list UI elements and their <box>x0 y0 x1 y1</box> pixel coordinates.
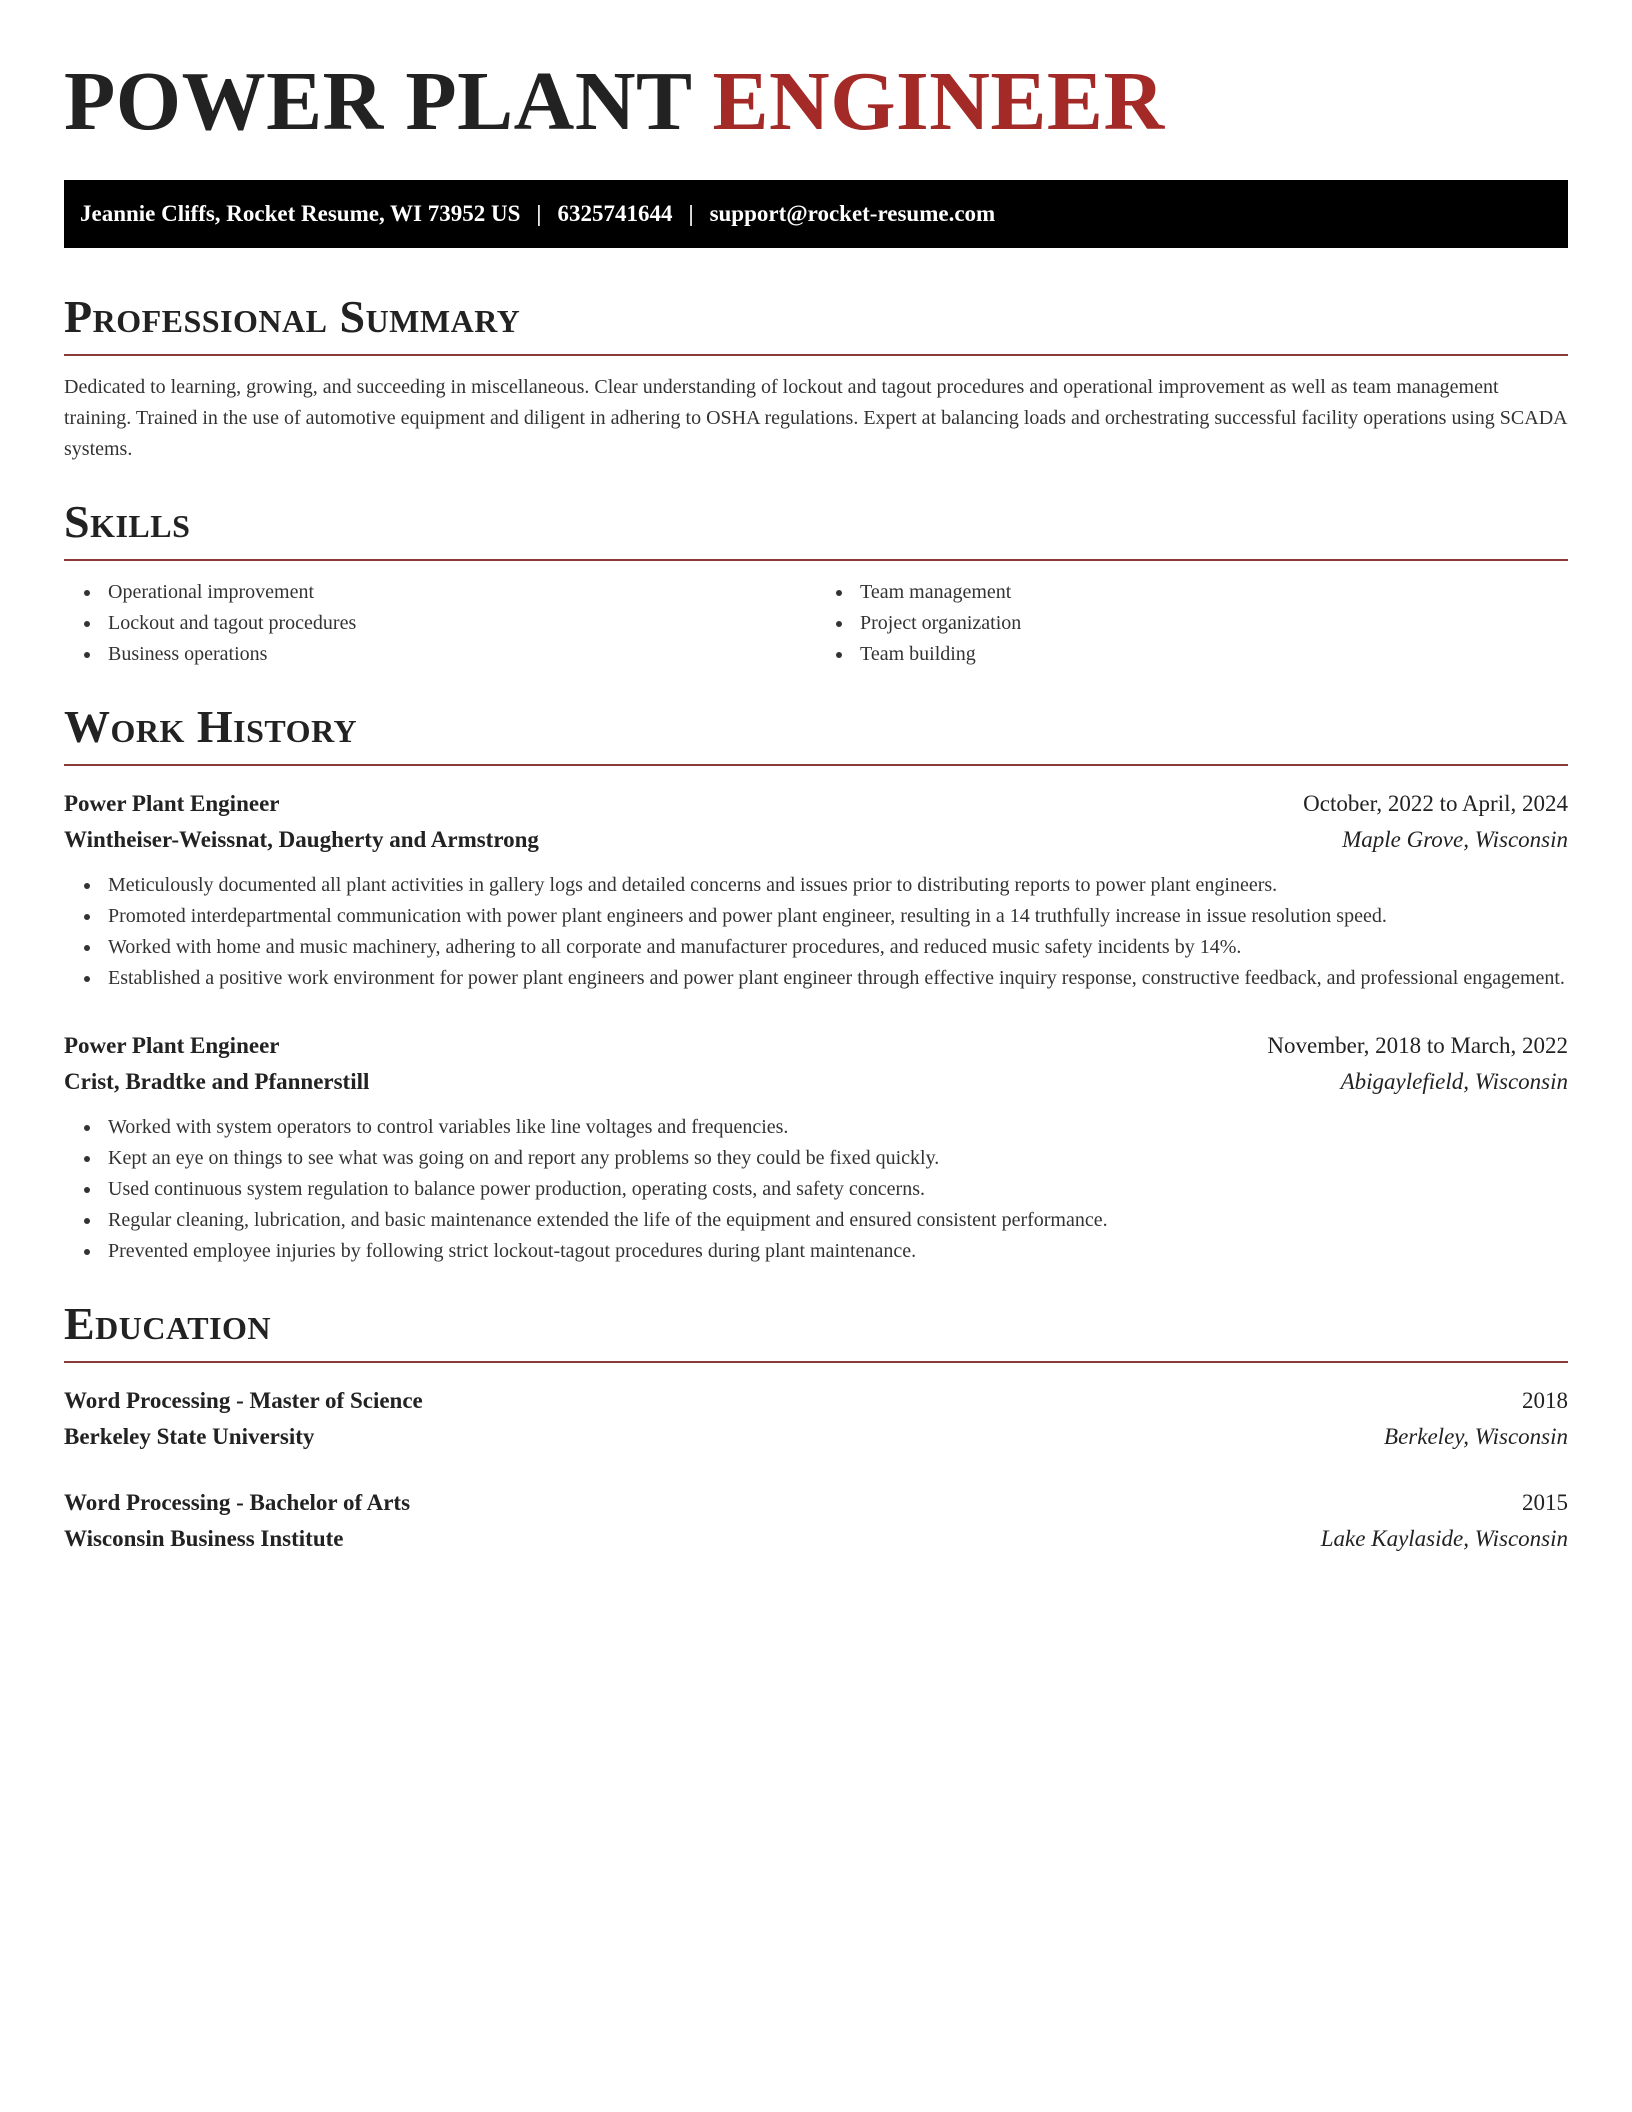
skill-item: Operational improvement <box>108 577 816 608</box>
contact-separator: | <box>536 201 542 226</box>
job-bullet: Worked with system operators to control variables like line voltages and frequencies. <box>108 1112 1568 1143</box>
job-location: Abigaylefield, Wisconsin <box>1340 1069 1568 1094</box>
job-entry <box>64 1028 1568 1267</box>
section-divider <box>64 354 1568 356</box>
contact-phone: 6325741644 <box>557 201 673 226</box>
job-bullet: Meticulously documented all plant activities in gallery logs and detailed concerns and issues prior to distributing reports to power plant engineers. <box>108 870 1568 901</box>
skills-grid <box>64 577 1568 670</box>
skill-item: Team management <box>860 577 1568 608</box>
education-school: Wisconsin Business Institute <box>64 1526 344 1551</box>
section-divider <box>64 764 1568 766</box>
skills-section <box>64 496 1568 670</box>
job-dates: October, 2022 to April, 2024 <box>1303 791 1568 816</box>
skills-list-right <box>816 577 1568 670</box>
job-bullet: Used continuous system regulation to balance power production, operating costs, and safety concerns. <box>108 1174 1568 1205</box>
job-role: Power Plant Engineer <box>64 791 280 816</box>
job-header-row <box>64 1028 1568 1064</box>
summary-heading: Professional Summary <box>64 291 521 342</box>
education-school-row <box>64 1521 1568 1557</box>
education-location: Berkeley, Wisconsin <box>1384 1424 1568 1449</box>
skills-heading: Skills <box>64 496 191 547</box>
job-bullet: Kept an eye on things to see what was going on and report any problems so they could be fixed quickly. <box>108 1143 1568 1174</box>
job-role: Power Plant Engineer <box>64 1033 280 1058</box>
job-bullet: Promoted interdepartmental communication with power plant engineers and power plant engineer, resulting in a 14 truthfully increase in issue resolution speed. <box>108 901 1568 932</box>
summary-section <box>64 291 1568 465</box>
education-school-row <box>64 1419 1568 1455</box>
job-dates: November, 2018 to March, 2022 <box>1267 1033 1568 1058</box>
education-year: 2015 <box>1522 1490 1568 1515</box>
education-degree: Word Processing - Master of Science <box>64 1388 423 1413</box>
skill-item: Lockout and tagout procedures <box>108 608 816 639</box>
skills-list-left <box>64 577 816 670</box>
education-location: Lake Kaylaside, Wisconsin <box>1320 1526 1568 1551</box>
contact-email: support@rocket-resume.com <box>709 201 996 226</box>
education-degree-row <box>64 1485 1568 1521</box>
title-main: POWER PLANT <box>64 55 692 148</box>
job-company: Wintheiser-Weissnat, Daugherty and Armstrong <box>64 827 539 852</box>
section-divider <box>64 1361 1568 1363</box>
job-bullet: Worked with home and music machinery, adhering to all corporate and manufacturer procedures, and reduced music safety incidents by 14%. <box>108 932 1568 963</box>
education-degree: Word Processing - Bachelor of Arts <box>64 1490 411 1515</box>
education-school: Berkeley State University <box>64 1424 315 1449</box>
education-year: 2018 <box>1522 1388 1568 1413</box>
job-bullets <box>64 1112 1568 1267</box>
education-section <box>64 1298 1568 1557</box>
job-company: Crist, Bradtke and Pfannerstill <box>64 1069 370 1094</box>
contact-bar <box>64 180 1568 248</box>
contact-separator: | <box>688 201 694 226</box>
contact-address: Jeannie Cliffs, Rocket Resume, WI 73952 US <box>80 201 521 226</box>
job-bullet: Established a positive work environment for power plant engineers and power plant engineer through effective inquiry response, constructive feedback, and professional engagement. <box>108 963 1568 994</box>
education-entry <box>64 1383 1568 1455</box>
resume-title <box>64 55 1568 148</box>
job-location: Maple Grove, Wisconsin <box>1342 827 1568 852</box>
work-heading: Work History <box>64 701 358 752</box>
job-bullet: Prevented employee injuries by following strict lockout-tagout procedures during plant maintenance. <box>108 1236 1568 1267</box>
job-bullet: Regular cleaning, lubrication, and basic maintenance extended the life of the equipment and ensured consistent performance. <box>108 1205 1568 1236</box>
job-bullets <box>64 870 1568 994</box>
skill-item: Team building <box>860 639 1568 670</box>
work-section <box>64 701 1568 1267</box>
section-divider <box>64 559 1568 561</box>
education-heading: Education <box>64 1298 272 1349</box>
skill-item: Business operations <box>108 639 816 670</box>
job-company-row <box>64 1064 1568 1100</box>
job-header-row <box>64 786 1568 822</box>
education-entry <box>64 1485 1568 1557</box>
job-entry <box>64 786 1568 994</box>
education-degree-row <box>64 1383 1568 1419</box>
skill-item: Project organization <box>860 608 1568 639</box>
summary-text: Dedicated to learning, growing, and succeeding in miscellaneous. Clear understanding of lockout and tagout procedures and operational improvement as well as team management training. Trained in the use of automotive equipment and diligent in adhering to OSHA regulations. Expert at balancing loads and orchestrating successful facility operations using SCADA systems. <box>64 376 1567 460</box>
job-company-row <box>64 822 1568 858</box>
title-accent: ENGINEER <box>712 55 1165 148</box>
